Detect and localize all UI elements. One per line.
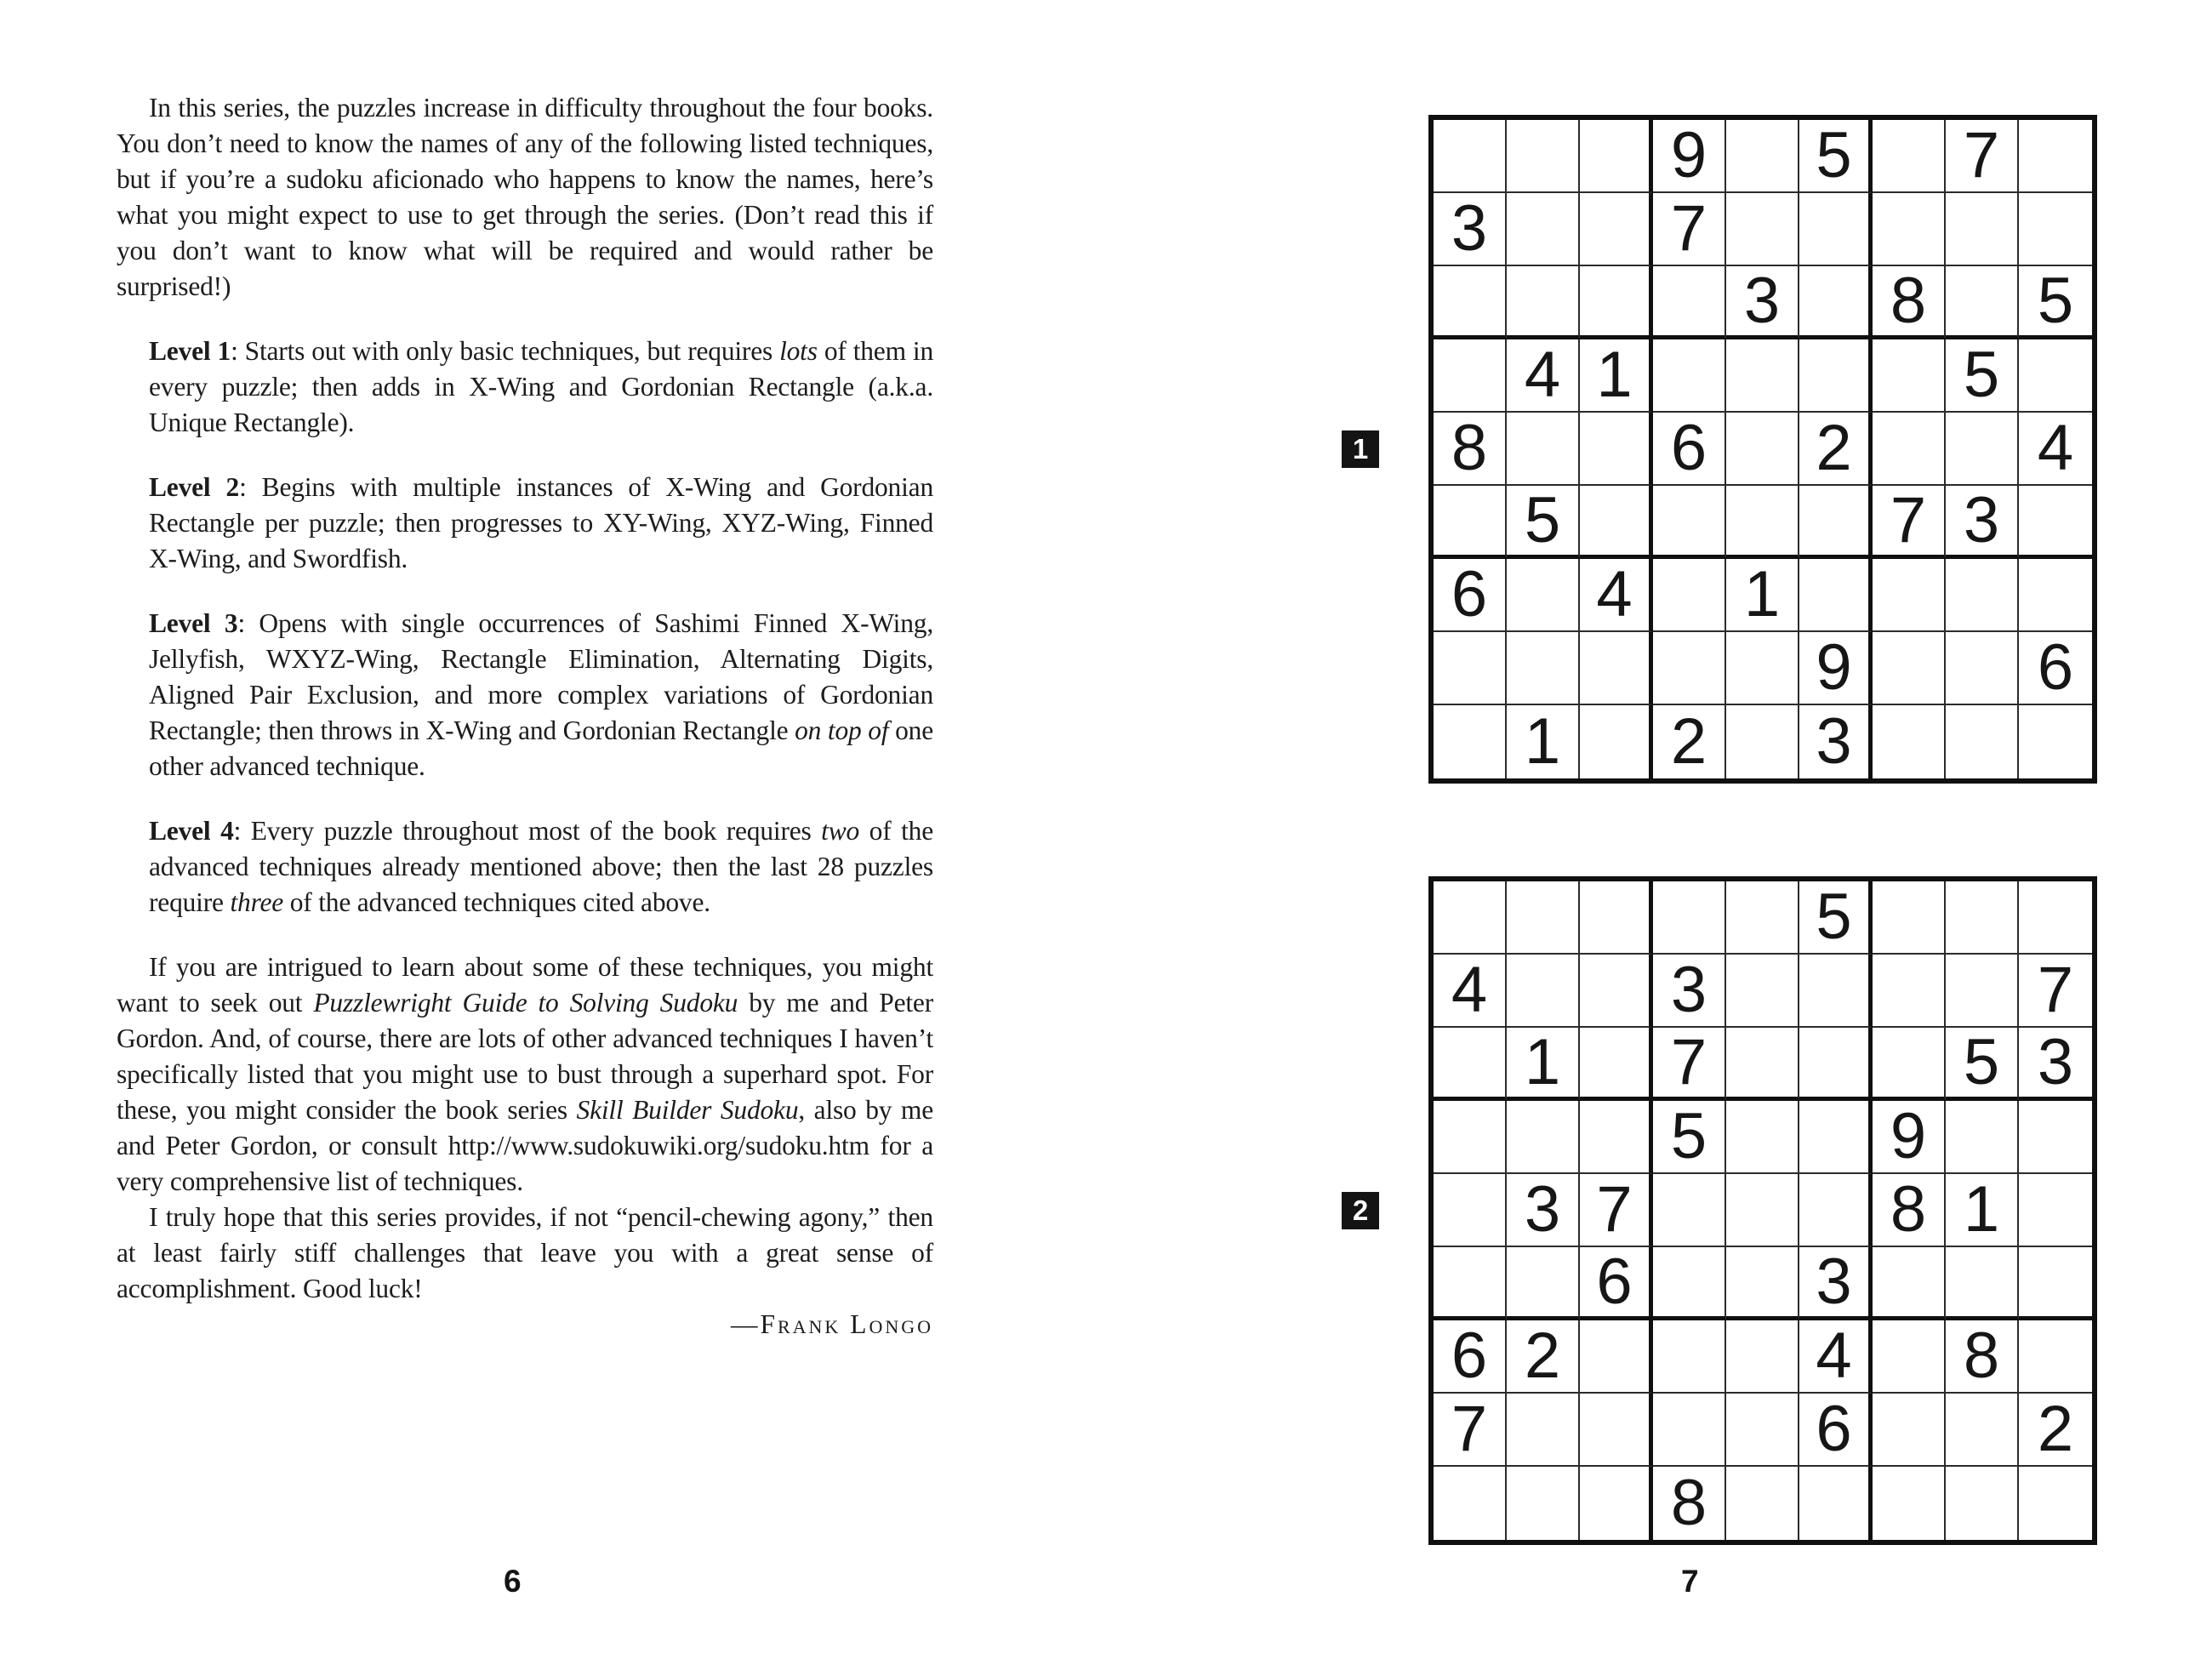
sudoku-cell-empty [1580,1467,1653,1540]
paragraphs-container [117,90,933,1307]
text-run: : Starts out with only basic techniques, but requires [231,336,780,366]
sudoku-cell-given: 5 [1946,339,2019,413]
text-run: of the advanced techniques cited above. [283,887,710,917]
sudoku-cell-empty [1653,1247,1726,1320]
text-run: Level 3 [149,608,238,638]
sudoku-cell-given: 3 [1799,1247,1873,1320]
sudoku-cell-empty [1653,1174,1726,1247]
sudoku-cell-given: 6 [1799,1394,1873,1467]
sudoku-cell-empty [1726,1028,1799,1101]
sudoku-cell-empty [1434,1467,1507,1540]
sudoku-cell-empty [2019,1101,2092,1174]
text-run: : Opens with single occurrences of Sashimi Finned X-Wing, Jellyfish, WXYZ-Wing, Rectangle Elimination, Alternating Digits, Aligned Pair Exclusion, and more complex variations of Gordonian Rectangle; then throws in X-Wing and Gordonian Rectangle [149,608,933,745]
sudoku-cell-given: 4 [2019,413,2092,486]
sudoku-cell-empty [1507,1101,1580,1174]
sudoku-cell-empty [1507,559,1580,632]
sudoku-cell-empty [1726,413,1799,486]
sudoku-cell-empty [1799,1467,1873,1540]
sudoku-cell-given: 1 [1580,339,1653,413]
text-run: Level 4 [149,816,234,846]
sudoku-cell-given: 8 [1434,413,1507,486]
sudoku-cell-empty [1946,1247,2019,1320]
sudoku-grid-1 [1428,115,2097,784]
sudoku-cell-empty [2019,120,2092,193]
text-run: three [230,887,284,917]
sudoku-cell-empty [1726,1174,1799,1247]
sudoku-cell-empty [1580,193,1653,266]
sudoku-cell-empty [1946,881,2019,955]
sudoku-cell-empty [1507,632,1580,705]
page-number-left: 6 [504,1564,522,1599]
text-run: lots [779,336,818,366]
author-signature: —Frank Longo [730,1309,933,1339]
text-run: : Every puzzle throughout most of the book requires [233,816,822,846]
sudoku-cell-empty [1580,881,1653,955]
sudoku-cell-given: 7 [1873,486,1946,559]
sudoku-cell-empty [1507,1467,1580,1540]
sudoku-cell-empty [1873,881,1946,955]
sudoku-cell-empty [1434,486,1507,559]
text-run: of them in every puzzle; then adds in X-Wing and Gordonian Rectangle (a.k.a. Unique Rectangle). [149,336,934,437]
text-run: Level 2 [149,472,240,502]
sudoku-cell-empty [1873,413,1946,486]
sudoku-cell-empty [1653,1320,1726,1394]
sudoku-cell-empty [1946,1101,2019,1174]
sudoku-cell-empty [1726,955,1799,1028]
sudoku-cell-empty [1946,1394,2019,1467]
paragraph [149,813,933,921]
sudoku-cell-empty [1507,120,1580,193]
sudoku-cell-given: 2 [1507,1320,1580,1394]
text-run: In this series, the puzzles increase in difficulty throughout the four books. You don’t need to know the names of any of the following listed techniques, but if you’re a sudoku aficionado who happens to know the names, here’s what you might expect to use to get through the series. (Don’t read this if you don’t want to know what will be required and would rather be surprised!) [117,93,933,301]
sudoku-cell-empty [1507,1247,1580,1320]
sudoku-cell-empty [1799,559,1873,632]
sudoku-cell-empty [1653,339,1726,413]
sudoku-cell-empty [1799,486,1873,559]
sudoku-cell-empty [2019,1320,2092,1394]
sudoku-cell-empty [1434,1247,1507,1320]
sudoku-cell-empty [1726,339,1799,413]
page-number-right: 7 [1681,1564,1699,1599]
sudoku-cell-given: 7 [2019,955,2092,1028]
sudoku-cell-given: 7 [1653,193,1726,266]
puzzle-2-label: 2 [1342,1192,1379,1229]
sudoku-cell-empty [1873,193,1946,266]
sudoku-cell-empty [1726,1467,1799,1540]
sudoku-cell-empty [1873,705,1946,778]
sudoku-grid-2 [1428,876,2097,1545]
sudoku-cell-empty [2019,881,2092,955]
sudoku-cell-empty [1799,339,1873,413]
sudoku-cell-empty [1580,266,1653,339]
text-run: one other advanced technique. [149,715,933,781]
sudoku-cell-empty [1580,120,1653,193]
sudoku-cell-empty [2019,339,2092,413]
text-run: I truly hope that this series provides, if not “pencil-chewing agony,” then at least fairly stiff challenges that leave you with a great sense of accomplishment. Good luck! [117,1202,933,1303]
text-run: by me and Peter Gordon. And, of course, there are lots of other advanced techniques I haven’t specifically listed that you might use to bust through a superhard spot. For these, you might consider the book series [117,988,933,1125]
sudoku-cell-given: 3 [1726,266,1799,339]
sudoku-cell-empty [1507,881,1580,955]
sudoku-cell-empty [1873,559,1946,632]
sudoku-cell-empty [1653,486,1726,559]
sudoku-cell-empty [1726,120,1799,193]
sudoku-cell-empty [1434,1028,1507,1101]
sudoku-cell-empty [1799,1174,1873,1247]
sudoku-cell-given: 5 [2019,266,2092,339]
sudoku-cell-empty [2019,1247,2092,1320]
sudoku-cell-given: 6 [1653,413,1726,486]
paragraph [117,949,933,1200]
sudoku-cell-empty [2019,1174,2092,1247]
sudoku-cell-given: 5 [1653,1101,1726,1174]
paragraph [149,606,933,784]
sudoku-cell-empty [1726,1394,1799,1467]
puzzle-1-label: 1 [1342,430,1379,468]
text-run: Level 1 [149,336,231,366]
sudoku-cell-empty [1507,413,1580,486]
sudoku-cell-given: 6 [1580,1247,1653,1320]
sudoku-cell-given: 8 [1873,1174,1946,1247]
text-run: of the advanced techniques already mentioned above; then the last 28 puzzles require [149,816,933,917]
sudoku-cell-empty [1653,559,1726,632]
sudoku-cell-empty [1653,1394,1726,1467]
sudoku-cell-empty [1799,266,1873,339]
sudoku-cell-empty [1946,413,2019,486]
text-run: Skill Builder Sudoku [576,1095,799,1125]
sudoku-cell-empty [1580,632,1653,705]
sudoku-cell-empty [1873,1320,1946,1394]
text-run: on top of [795,715,889,745]
sudoku-cell-given: 3 [1799,705,1873,778]
intro-text-column [117,90,933,1343]
sudoku-cell-empty [1873,339,1946,413]
sudoku-cell-given: 9 [1653,120,1726,193]
sudoku-cell-empty [1799,193,1873,266]
sudoku-cell-empty [2019,705,2092,778]
sudoku-cell-given: 6 [1434,559,1507,632]
sudoku-cell-given: 7 [1653,1028,1726,1101]
sudoku-cell-empty [1946,559,2019,632]
sudoku-cell-empty [1726,1320,1799,1394]
sudoku-cell-given: 2 [2019,1394,2092,1467]
text-run: two [821,816,860,846]
sudoku-cell-empty [1726,193,1799,266]
text-run: Puzzlewright Guide to Solving Sudoku [313,988,738,1018]
sudoku-cell-given: 4 [1799,1320,1873,1394]
sudoku-cell-empty [1726,1247,1799,1320]
sudoku-cell-empty [1726,486,1799,559]
sudoku-cell-empty [1434,339,1507,413]
sudoku-cell-given: 1 [1507,1028,1580,1101]
sudoku-cell-empty [1946,705,2019,778]
sudoku-cell-empty [1434,1101,1507,1174]
sudoku-cell-empty [1580,486,1653,559]
sudoku-cell-given: 1 [1507,705,1580,778]
sudoku-cell-given: 3 [1653,955,1726,1028]
sudoku-cell-empty [1580,413,1653,486]
sudoku-cell-empty [1653,632,1726,705]
paragraph [117,90,933,305]
sudoku-cell-empty [1653,881,1726,955]
sudoku-cell-given: 4 [1580,559,1653,632]
sudoku-cell-empty [1873,1247,1946,1320]
sudoku-cell-given: 6 [2019,632,2092,705]
text-run: If you are intrigued to learn about some of these techniques, you might want to seek out [117,952,933,1018]
paragraph [149,334,933,441]
sudoku-cell-empty [1726,881,1799,955]
sudoku-cell-given: 1 [1726,559,1799,632]
sudoku-cell-empty [2019,486,2092,559]
sudoku-cell-given: 7 [1946,120,2019,193]
sudoku-cell-empty [1653,266,1726,339]
sudoku-cell-given: 4 [1507,339,1580,413]
sudoku-cell-empty [1873,1467,1946,1540]
text-run: , also by me and Peter Gordon, or consult http://www.sudokuwiki.org/sudoku.htm for a very comprehensive list of techniques. [117,1095,934,1196]
sudoku-cell-empty [1726,1101,1799,1174]
sudoku-cell-given: 5 [1946,1028,2019,1101]
paragraph [149,470,933,577]
sudoku-cell-empty [1434,632,1507,705]
sudoku-cell-empty [1580,1101,1653,1174]
sudoku-cell-given: 3 [1507,1174,1580,1247]
sudoku-cell-given: 5 [1507,486,1580,559]
sudoku-cell-empty [1799,955,1873,1028]
sudoku-cell-given: 2 [1653,705,1726,778]
sudoku-cell-empty [1726,705,1799,778]
sudoku-cell-given: 8 [1653,1467,1726,1540]
sudoku-cell-empty [1507,1394,1580,1467]
sudoku-cell-given: 1 [1946,1174,2019,1247]
sudoku-cell-empty [1580,1028,1653,1101]
sudoku-cell-empty [1580,1320,1653,1394]
sudoku-cell-given: 7 [1580,1174,1653,1247]
sudoku-cell-empty [1799,1101,1873,1174]
sudoku-cell-empty [1580,705,1653,778]
sudoku-cell-empty [1946,193,2019,266]
sudoku-cell-empty [1946,632,2019,705]
sudoku-cell-empty [2019,193,2092,266]
sudoku-cell-empty [1873,1394,1946,1467]
sudoku-cell-given: 2 [1799,413,1873,486]
sudoku-cell-given: 9 [1799,632,1873,705]
sudoku-cell-empty [1507,955,1580,1028]
sudoku-cell-given: 8 [1873,266,1946,339]
sudoku-cell-empty [1580,1394,1653,1467]
sudoku-cell-empty [1434,1174,1507,1247]
sudoku-cell-empty [1873,632,1946,705]
text-run: : Begins with multiple instances of X-Wing and Gordonian Rectangle per puzzle; then progresses to XY-Wing, XYZ-Wing, Finned X-Wing, and Swordfish. [149,472,933,573]
sudoku-cell-given: 6 [1434,1320,1507,1394]
sudoku-cell-given: 8 [1946,1320,2019,1394]
sudoku-cell-empty [1507,193,1580,266]
sudoku-cell-empty [1873,120,1946,193]
sudoku-cell-empty [1799,1028,1873,1101]
sudoku-cell-empty [1580,955,1653,1028]
sudoku-cell-given: 4 [1434,955,1507,1028]
paragraph [117,1200,933,1307]
sudoku-cell-given: 7 [1434,1394,1507,1467]
sudoku-cell-empty [2019,1467,2092,1540]
sudoku-cell-given: 3 [2019,1028,2092,1101]
sudoku-cell-empty [1946,955,2019,1028]
sudoku-cell-empty [1946,266,2019,339]
sudoku-cell-empty [1434,705,1507,778]
sudoku-cell-given: 9 [1873,1101,1946,1174]
sudoku-cell-empty [1873,1028,1946,1101]
sudoku-cell-empty [1434,120,1507,193]
sudoku-cell-empty [1946,1467,2019,1540]
sudoku-cell-empty [1726,632,1799,705]
sudoku-cell-empty [2019,559,2092,632]
sudoku-cell-given: 3 [1946,486,2019,559]
sudoku-cell-empty [1434,881,1507,955]
sudoku-cell-given: 5 [1799,120,1873,193]
sudoku-cell-empty [1873,955,1946,1028]
sudoku-cell-given: 3 [1434,193,1507,266]
sudoku-cell-empty [1434,266,1507,339]
sudoku-cell-empty [1507,266,1580,339]
sudoku-cell-given: 5 [1799,881,1873,955]
